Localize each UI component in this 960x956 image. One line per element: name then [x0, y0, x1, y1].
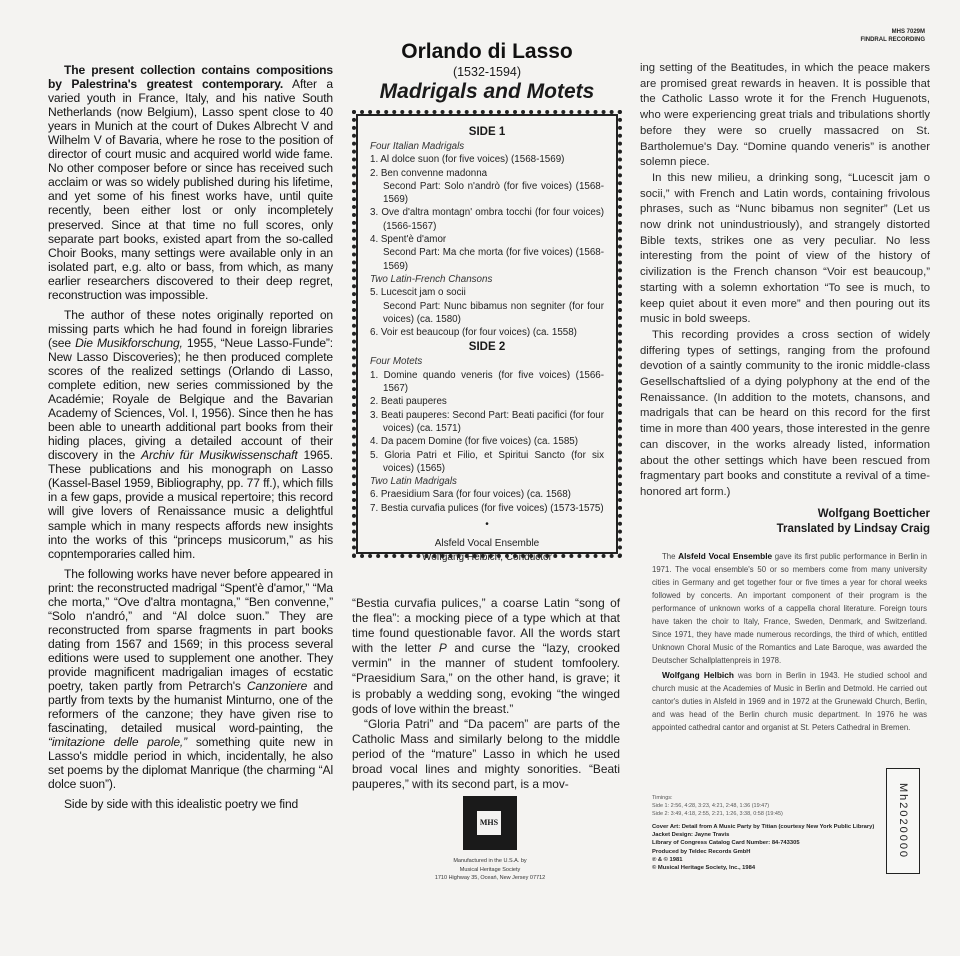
- credit-line: Cover Art: Detail from A Music Party by Titian (courtesy New York Public Library): [652, 824, 875, 830]
- track-item: 4. Spent'è d'amor: [370, 234, 447, 246]
- timings-side-1: Side 1: 2:56, 4:28, 3:23, 4:21, 2:48, 1:36 (19:47): [652, 803, 770, 809]
- performer-bios: [652, 550, 927, 736]
- composer-name: Orlando di Lasso: [401, 40, 573, 63]
- bullet-separator: •: [485, 519, 489, 531]
- bold-text: Wolfgang Helbich: [662, 670, 734, 680]
- track-item: 4. Da pacem Domine (for five voices) (ca. 1585): [370, 436, 578, 448]
- center-notes: [352, 596, 620, 792]
- translator-credit: Translated by Lindsay Craig: [776, 522, 930, 535]
- italic-text: Die Musikforschung,: [75, 335, 183, 350]
- track-item: Second Part: Nunc bibamus non segniter (for four voices) (ca. 1580): [383, 300, 604, 325]
- track-group-heading: Two Latin Madrigals: [370, 476, 457, 488]
- italic-text: P: [438, 641, 447, 656]
- track-item: 3. Beati pauperes: Second Part: Beati pacifici (for four voices) (ca. 1571): [370, 409, 604, 434]
- mhs-logo: [463, 796, 517, 850]
- manufacturer-line: Manufactured in the U.S.A. by: [453, 858, 527, 864]
- italic-text: Canzoniere: [246, 679, 308, 694]
- track-group-heading: Four Motets: [370, 356, 423, 368]
- track-item: 3. Ove d'altra montagn' ombra tocchi (for four voices) (1566-1567): [370, 207, 604, 232]
- catalog-code: MHS 7029M: [891, 29, 925, 35]
- paragraph: Side by side with this idealistic poetry we find: [64, 797, 299, 812]
- track-item: Second Part: Ma che morta (for five voices) (1568-1569): [383, 247, 604, 272]
- paragraph: “Gloria Patri” and “Da pacem” are parts of the Catholic Mass and similarly belong to the middle period of the “mature” Lasso in which he used broad vocal lines and mighty sonorities. “Beati pauperes,” with its second part, is a mov-: [352, 716, 620, 792]
- paragraph: In this new milieu, a drinking song, “Lucescit jam o socii,” with French and Latin words, containing frivolous phrases, such as “Nunc bibamus non segniter” (Let us now drink not unindustriously), and strangely distorted Bible texts, strikes one as very peculiar. No less interesting from the point of view of the history of civilization is the French chanson “Voir est beaucoup,” starting with a solemn exhortation “To see is much, to keep quiet about it even more” and then pouring out its music in bold sweeps.: [640, 171, 930, 326]
- side-1-tracks: [370, 140, 604, 339]
- album-title: Madrigals and Motets: [379, 80, 595, 103]
- timings-side-2: Side 2: 3:49, 4:18, 2:55, 2:21, 1:26, 3:38, 0:58 (19:45): [652, 811, 783, 817]
- timings: [652, 794, 882, 818]
- italic-text: “imitazione delle parole,”: [48, 735, 188, 750]
- sticker-code: Mh2020000: [897, 782, 909, 860]
- conductor-name: Wolfgang Helbich, Conductor: [422, 551, 552, 563]
- paragraph: ing setting of the Beatitudes, in which the peace makers are promised great rewards in heaven. It is possible that the Catholic Lasso wrote it for the French Huguenots, who were experiencing great trials and tribulations shortly before they were so cruelly massacred on St. Bartholemue's Day. “Domine quando veneris” is another solemn piece.: [640, 62, 930, 169]
- ensemble-bio: The Alsfeld Vocal Ensemble gave its first public performance in Berlin in 1971. The vocal ensemble's 50 or so members come from many university cities in Germany and get together four or five times a year for choral weeks followed by concerts. An important component of their program is the performance of unknown works of a cappella choral literature. Foreign tours have taken the choir to Italy, France, Sweden, Denmark, and Switzerland. Since 1971, they have made numerous recordings, the third of which, entitled Unknown Choral Music of the Romantics and Late Baroque, was awarded the Deutscher Schallplattenpreis in 1978.: [652, 551, 927, 665]
- bold-text: The present collection contains compositions by Palestrina's greatest contemporary.: [48, 63, 333, 92]
- bold-text: Alsfeld Vocal Ensemble: [678, 551, 773, 561]
- paragraph: The present collection contains compositions by Palestrina's greatest contemporary. After a varied youth in France, Italy, and his native South Netherlands (now Belgium), Lasso spent close to 40 years in Munich at the court of Dukes Albrecht V and Wilhelm V of Bavaria, where he rose to the position of director of court music and acquired world wide fame. No other composer before or since has received such acclaim or was so widely published during his lifetime, and yet some of his finest works have, until quite recently, been either lost or only incompletely preserved. Since at that time no full scores, only separate part books, existed apart from the so-called Choir Books, many settings were available only in an isolated part, e.g. alto or bass, from which, as many earlier researchers discovered to their deep regret, reconstruction was impossible.: [48, 63, 333, 302]
- logo-letters: MHS: [477, 811, 501, 835]
- liner-notes-right-column: [640, 61, 930, 537]
- production-credits: [652, 823, 882, 872]
- manufacturer-info: [410, 857, 570, 883]
- track-item: Second Part: Solo n'andrò (for five voices) (1568-1569): [383, 180, 604, 206]
- track-item: 1. Domine quando veneris (for five voices) (1566-1567): [370, 369, 604, 395]
- manufacturer-line: 1710 Highway 35, Oceań, New Jersey 07712: [434, 875, 546, 881]
- side-2-tracks: [370, 355, 604, 515]
- catalog-sticker: [886, 768, 920, 874]
- conductor-bio: Wolfgang Helbich was born in Berlin in 1943. He studied school and church music at the Academies of Music in Berlin and Detmold. He carried out cantor's duties in Alsfeld in 1969 and in 1972 at the Grunewald Church, Berlin, and was head of the Berlin church music department. In 1976 he was appointed cathedral cantor and organist at St. Peters Cathedral in Bremen.: [652, 670, 927, 732]
- catalog-number: [815, 29, 925, 44]
- composer-dates: (1532-1594): [452, 65, 522, 79]
- track-item: 7. Bestia curvafia pulices (for five voices) (1573-1575): [370, 502, 604, 514]
- credit-line: Library of Congress Catalog Card Number: 84-743305: [652, 840, 800, 847]
- tracklist-box: [352, 110, 622, 563]
- track-item: 2. Ben convenne madonna: [370, 167, 488, 179]
- paragraph: The author of these notes originally reported on missing parts which he had found in foreign libraries (see Die Musikforschung, 1955, “Neue Lasso-Funde”: New Lasso Discoveries); he then produced complete scores of the realized settings (Orlando di Lasso, complete edition, new series commissioned by the Académie; Royale de Belgique and the Bavarian Academy of Sciences, Vol. I, 1956). Since then he has been able to unearth additional part books from their hiding places, giving a detailed account of their discovery in the Archiv für Musikwissenschaft 1965. These publications and his monograph on Lasso (Kassel-Basel 1959, Bibliography, pp. 77 ff.), which fills in a few gaps, provide a musical repertoire; this record will give lovers of Renaissance music a delightful sample which in many respects affords new insights into the works of this “princeps musicorum,” as his copntemporaries called him.: [48, 307, 334, 561]
- credit-line: Jacket Design: Jayne Travis: [652, 832, 730, 839]
- track-item: 6. Voir est beaucoup (for four voices) (ca. 1558): [370, 327, 577, 339]
- timings-label: Timings:: [652, 795, 673, 801]
- credit-line: © Musical Heritage Society, Inc., 1984: [652, 865, 756, 872]
- credit-line: Produced by Teldec Records GmbH: [652, 848, 751, 855]
- paragraph: This recording provides a cross section of widely differing types of settings, ranging from the profound devotion of a saintly community to the ironic middle-class Gesellschaftslied of a dying polyphony at the end of the Renaissance. (In addition to the motets, chansons, and madrigals that can be heard on this record for the first time in more than 400 years, those interested in the genre can discover, in the works already listed, information about the other settings which have been rescued from fragmentary part books and constitute a revival of a time-honored art form.): [640, 328, 930, 498]
- ensemble-name: Alsfeld Vocal Ensemble: [434, 538, 540, 550]
- track-item: 1. Al dolce suon (for five voices) (1568-1569): [370, 154, 565, 166]
- side-2-heading: SIDE 2: [468, 341, 506, 354]
- track-group-heading: Four Italian Madrigals: [370, 141, 465, 152]
- track-group-heading: Two Latin-French Chansons: [370, 273, 493, 285]
- track-item: 5. Gloria Patri et Filio, et Spiritui Sancto (for six voices) (1565): [370, 449, 604, 474]
- paragraph: The following works have never before appeared in print: the reconstructed madrigal “Spent'è d'amor,” “Ma che morta,” “Ove d'altra montagna,” “Ben convenne,” “Solo n'andró,” and “Al dolce suon.” They are reconstructed from sparse fragments in part books dating from 1567 and 1569; in this process several editions were used to supplement one another. They provide magnificent madrigalian images of ecstatic poetry, taken partly from Petrarch's Canzoniere and partly from texts by the humanist Minturno, one of the reformers of the canzone; they have given rise to fascinating, detailed musical word-painting, the “imitazione delle parole,” something quite new in Lasso's middle period in which, incidentally, he also set poems by the diplomat Manrique (the charming “Al dolce suon”).: [48, 566, 333, 792]
- track-item: 5. Lucescit jam o socii: [370, 287, 466, 299]
- side-1-heading: SIDE 1: [468, 126, 506, 138]
- manufacturer-line: Musical Heritage Society: [459, 866, 521, 873]
- center-column: [352, 40, 622, 563]
- credit-line: ℗ & © 1981: [652, 856, 683, 863]
- author-signature: Wolfgang Boetticher: [817, 507, 930, 520]
- liner-notes-left-column: [48, 63, 333, 817]
- italic-text: Archiv für Musikwissenschaft: [141, 448, 298, 463]
- catalog-label: FINDRAL RECORDING: [860, 36, 925, 43]
- paragraph: “Bestia curvafia pulices,” a coarse Latin “song of the flea”: a mocking piece of a type which at that time found questionable favor. All the words start with the letter P and curse the “lazy, crooked vermin” in the manner of student tomfoolery. “Praesidium Sara,” on the other hand, is grave; it is probably a wedding song, evoking “the winged gods of love within the breast.”: [352, 596, 620, 716]
- track-item: 6. Praesidium Sara (for four voices) (ca. 1568): [370, 489, 571, 501]
- track-item: 2. Beati pauperes: [370, 396, 447, 408]
